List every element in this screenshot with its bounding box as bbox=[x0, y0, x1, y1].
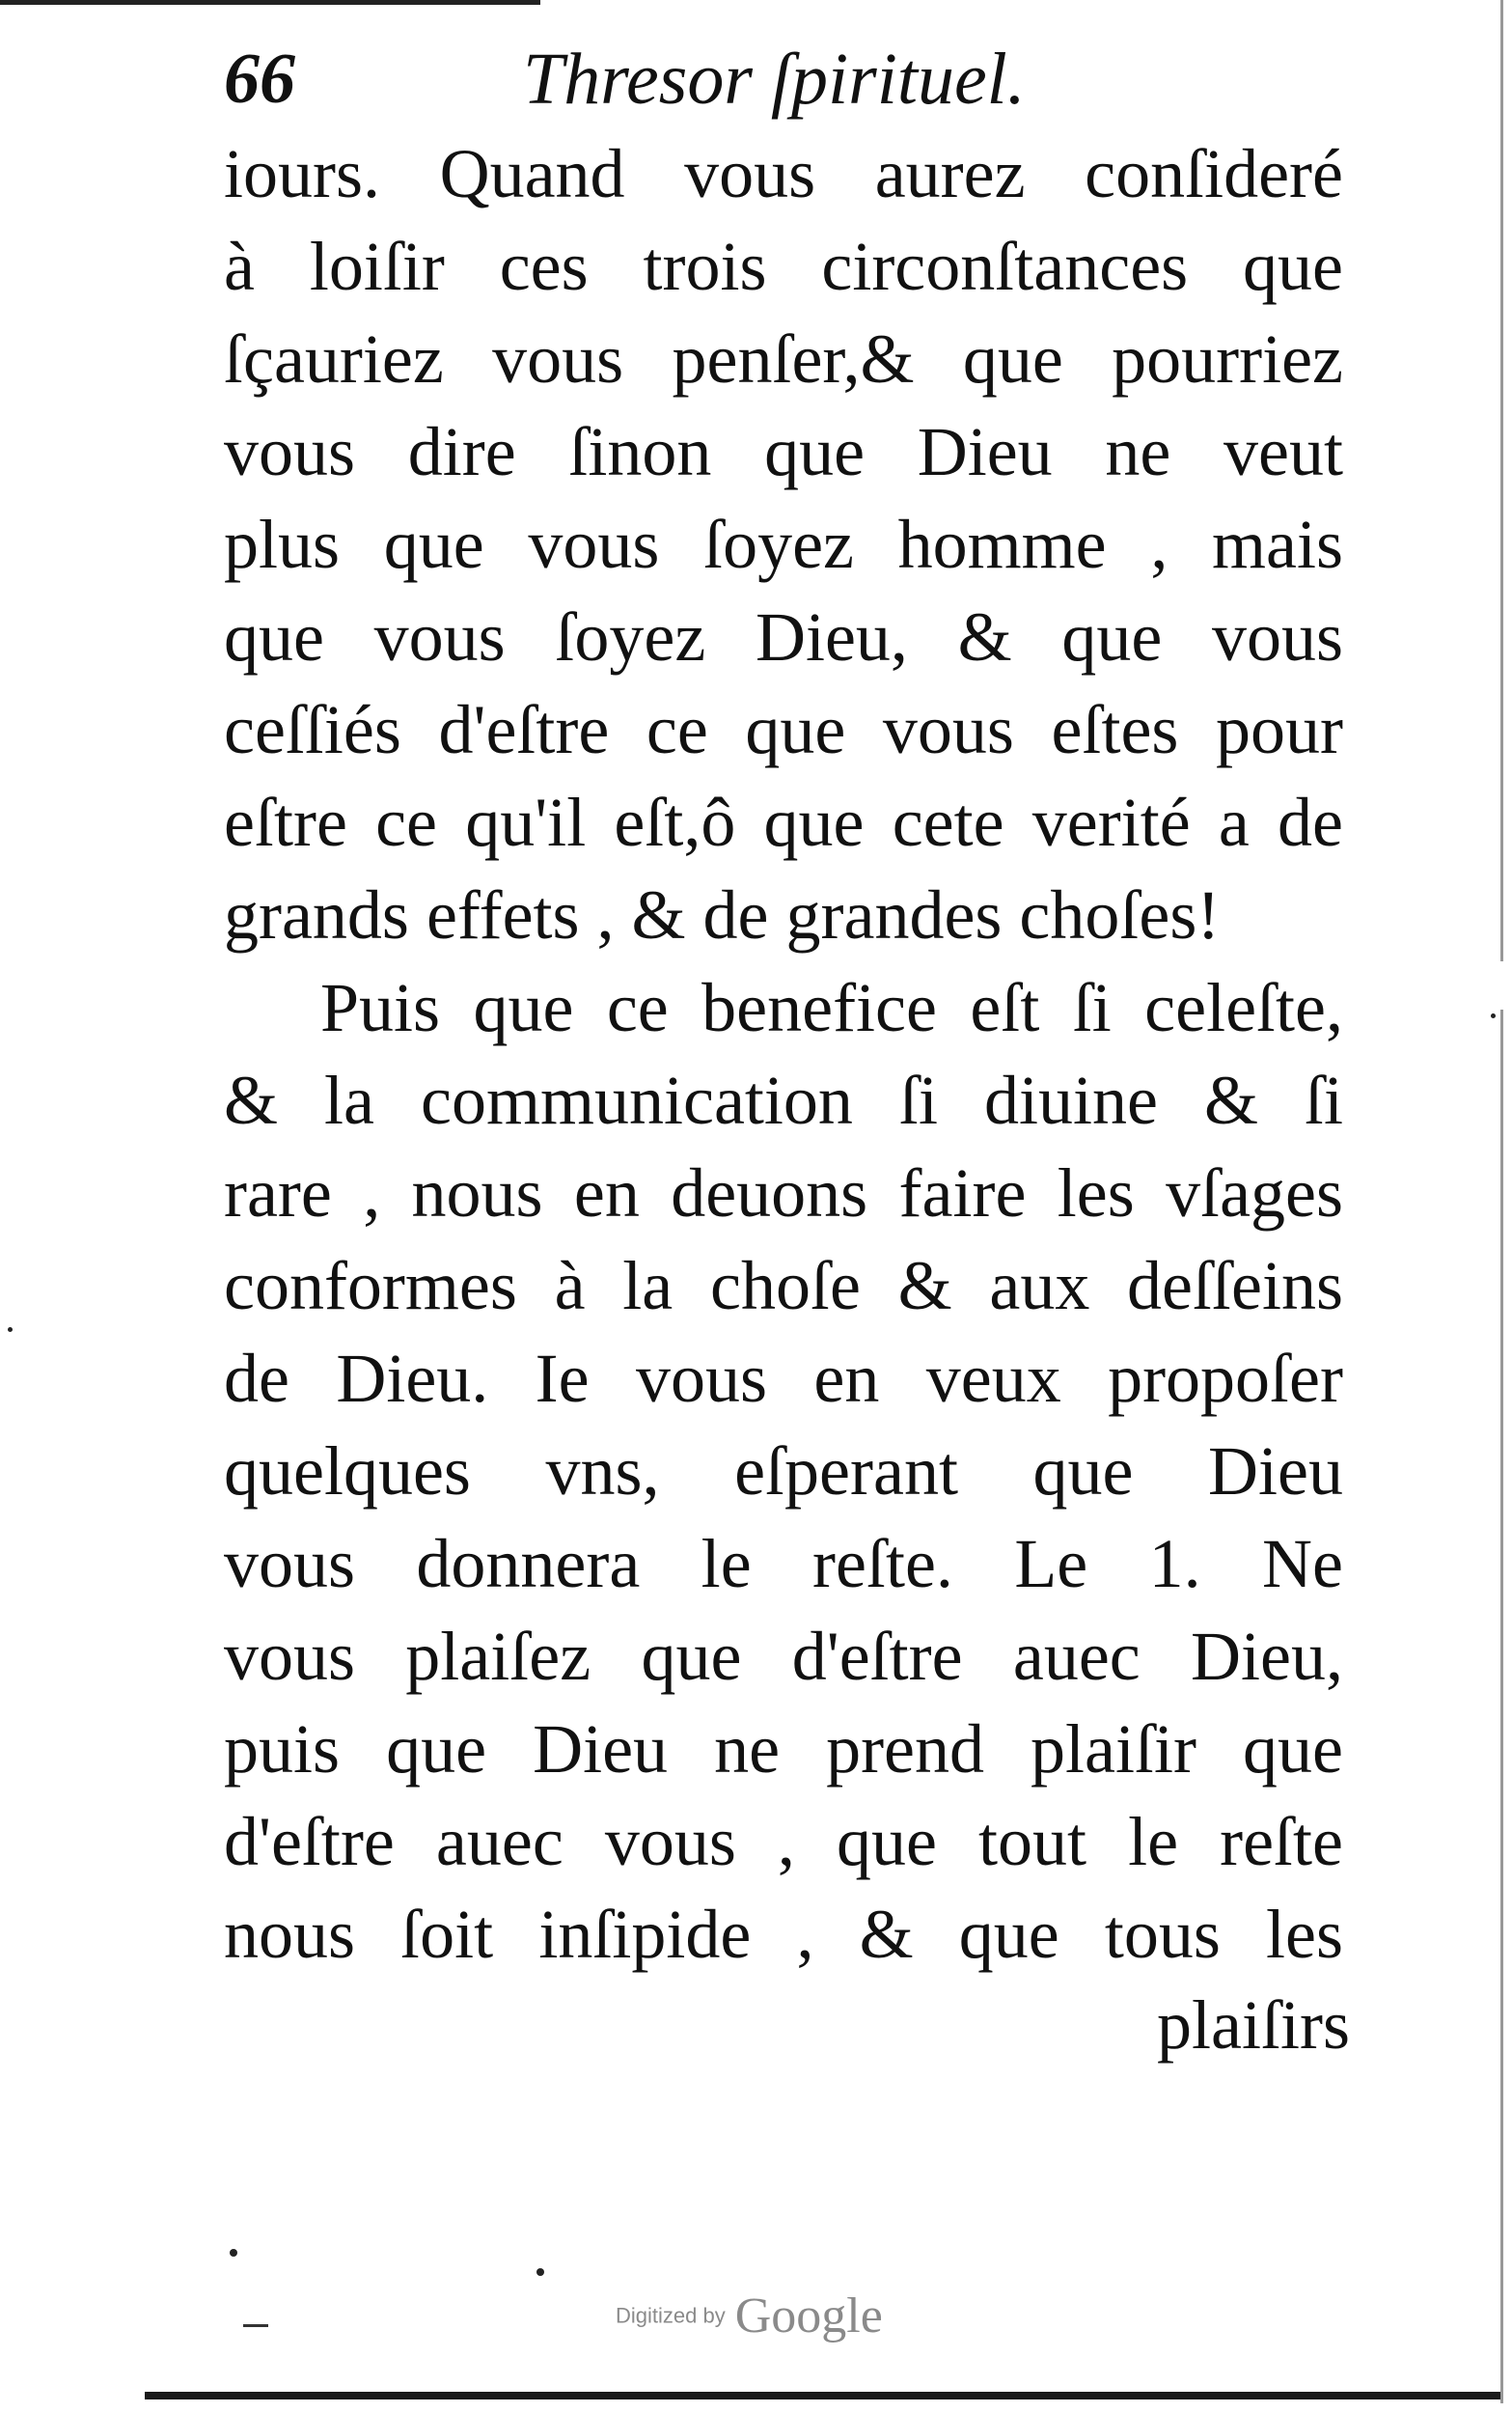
text-line: vous dire ſinon que Dieu ne veut bbox=[224, 413, 1343, 490]
running-head: Thresor ſpirituel. bbox=[523, 39, 1026, 120]
paragraph-start-line: Puis que ce benefice eſt ſi celeſte, bbox=[320, 969, 1343, 1046]
text-line: & la communication ſi diuine & ſi bbox=[224, 1062, 1343, 1139]
text-line: iours. Quand vous aurez conſideré bbox=[224, 135, 1343, 212]
text-line: que vous ſoyez Dieu, & que vous bbox=[224, 598, 1343, 676]
body-text bbox=[224, 127, 1343, 1981]
catchword: plaiſirs bbox=[1157, 1986, 1350, 2064]
text-line: plus que vous ſoyez homme , mais bbox=[224, 506, 1343, 583]
text-line: ceſſiés d'eſtre ce que vous eſtes pour bbox=[224, 691, 1343, 768]
text-line: conformes à la choſe & aux deſſeins bbox=[224, 1247, 1343, 1324]
ink-speck bbox=[8, 1327, 13, 1332]
text-line: vous plaiſez que d'eſtre auec Dieu, bbox=[224, 1618, 1343, 1695]
text-line: nous ſoit inſipide , & que tous les bbox=[224, 1896, 1343, 1973]
page-number: 66 bbox=[224, 40, 295, 119]
ink-speck bbox=[1491, 1013, 1496, 1018]
text-line: à loiſir ces trois circonſtances que bbox=[224, 228, 1343, 305]
bottom-page-edge bbox=[145, 2392, 1500, 2399]
ink-speck bbox=[536, 2268, 544, 2276]
top-page-edge bbox=[0, 0, 540, 5]
page-header bbox=[224, 41, 1333, 118]
text-line: d'eſtre auec vous , que tout le reſte bbox=[224, 1803, 1343, 1880]
text-line: de Dieu. Ie vous en veux propoſer bbox=[224, 1340, 1343, 1417]
text-line: vous donnera le reſte. Le 1. Ne bbox=[224, 1525, 1343, 1602]
digitization-watermark bbox=[616, 2288, 883, 2344]
text-line: quelques vns, eſperant que Dieu bbox=[224, 1432, 1343, 1510]
ink-mark bbox=[243, 2324, 268, 2327]
text-line: eſtre ce qu'il eſt,ô que cete verité a de bbox=[224, 784, 1343, 861]
ink-speck bbox=[230, 2249, 237, 2257]
google-logo: Google bbox=[734, 2288, 883, 2344]
text-line: grands effets , & de grandes choſes! bbox=[224, 876, 1221, 954]
right-page-edge bbox=[1500, 0, 1503, 2403]
text-line: ſçauriez vous penſer,& que pourriez bbox=[224, 320, 1343, 398]
digitized-by-label: Digitized by bbox=[616, 2303, 726, 2328]
text-line: rare , nous en deuons faire les vſages bbox=[224, 1154, 1343, 1232]
text-line: puis que Dieu ne prend plaiſir que bbox=[224, 1710, 1343, 1788]
